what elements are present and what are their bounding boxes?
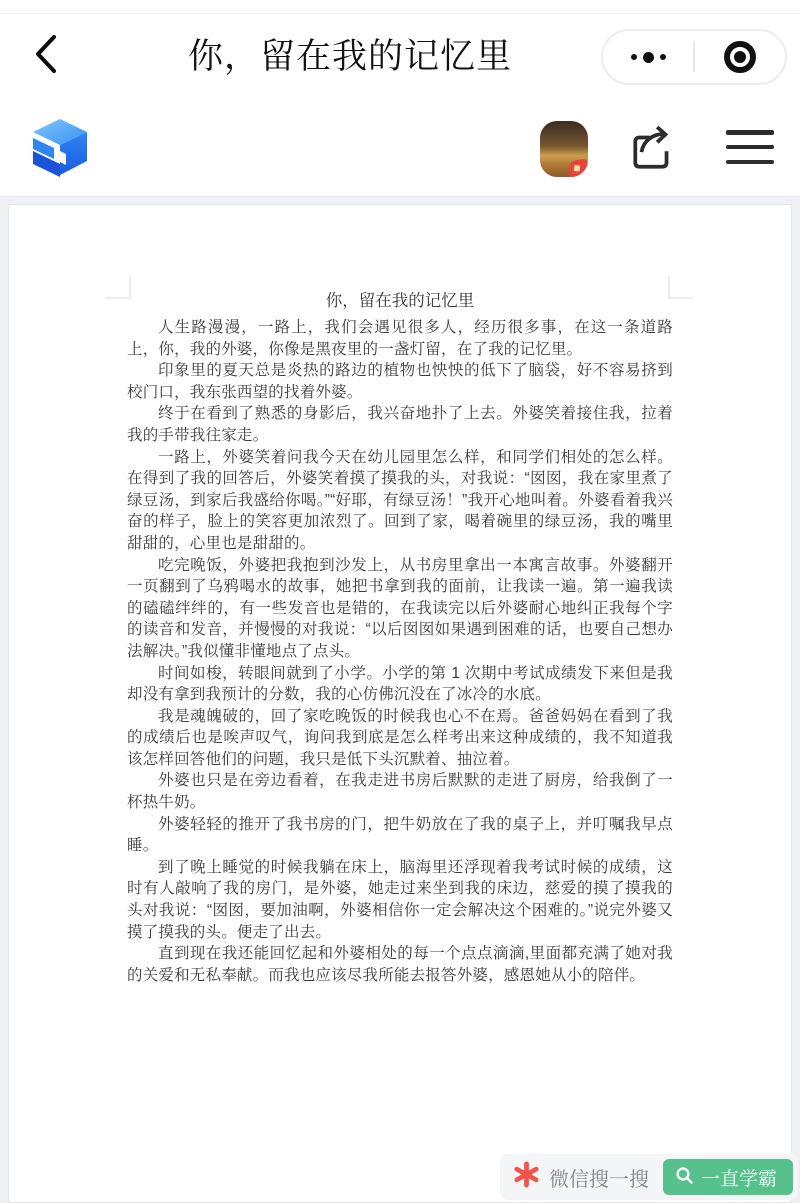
status-bar-divider [0, 13, 800, 14]
back-button[interactable] [26, 30, 66, 80]
essay-paragraph: 一路上，外婆笑着问我今天在幼儿园里怎么样，和同学们相处的怎么样。在得到了我的回答后，外婆笑着摸了摸我的头，对我说：“囡囡，我在家里煮了绿豆汤，到家后我盛给你喝。”“好耶，有绿豆汤！”我开心地叫着。外婆看着我兴奋的样子，脸上的笑容更加浓烈了。回到了家，喝着碗里的绿豆汤，我的嘴里甜甜的，心里也是甜甜的。 [127, 448, 673, 552]
wechat-search-spark-icon [513, 1161, 540, 1193]
essay-paragraph: 时间如梭，转眼间就到了小学。小学的第 1 次期中考试成绩发下来但是我却没有拿到我预计的分数，我的心仿佛沉没在了冰冷的水底。 [127, 664, 673, 704]
chevron-left-icon [32, 32, 60, 79]
content-area [0, 197, 800, 1203]
essay-body [9, 205, 791, 986]
ellipsis-dots-icon [631, 52, 666, 63]
essay-paragraph: 到了晚上睡觉的时候我躺在床上，脑海里还浮现着我考试时候的成绩，这时有人敲响了我的房门，是外婆，她走过来坐到我的床边，慈爱的摸了摸我的头对我说：“囡囡，要加油啊，外婆相信你一定会解决这个困难的。”说完外婆又摸了摸我的头。便走了出去。 [127, 858, 673, 941]
hamburger-menu-icon [726, 130, 774, 135]
red-flag-badge-icon [568, 159, 588, 177]
miniprogram-capsule [601, 29, 787, 85]
essay-paragraph: 外婆轻轻的推开了我书房的门，把牛奶放在了我的桌子上，并叮嘱我早点睡。 [127, 815, 673, 855]
close-home-button[interactable] [695, 31, 785, 83]
essay-title: 你，留在我的记忆里 [325, 292, 475, 310]
essay-paragraph: 直到现在我还能回忆起和外婆相处的每一个点点滴滴,里面都充满了她对我的关爱和无私奉献。而我也应该尽我所能去报答外婆，感恩她从小的陪伴。 [127, 945, 673, 984]
target-circle-icon [724, 41, 756, 73]
more-button[interactable] [603, 31, 693, 83]
search-keyword-button[interactable] [663, 1159, 793, 1195]
essay-paragraph: 我是魂魄破的，回了家吃晚饭的时候我也心不在焉。爸爸妈妈在看到了我的成绩后也是唉声叹气，询问我到底是怎么样考出来这种成绩的，我不知道我该怎样回答他们的问题，我只是低下头沉默着、抽泣着。 [127, 707, 673, 768]
search-bar-label: 微信搜一搜 [549, 1168, 649, 1191]
document-page [8, 204, 792, 1203]
search-keyword-label: 一直学霸 [700, 1168, 777, 1190]
essay-paragraph: 外婆也只是在旁边看着，在我走进书房后默默的走进了厨房，给我倒了一杯热牛奶。 [127, 772, 673, 812]
essay-paragraph: 印象里的夏天总是炎热的路边的植物也怏怏的低下了脑袋，好不容易挤到校门口，我东张西望的找着外婆。 [127, 362, 673, 401]
app-toolbar [0, 90, 800, 197]
share-button[interactable] [628, 124, 678, 174]
text-boundary-corner-right [668, 276, 693, 299]
nav-bar [0, 0, 800, 90]
wechat-search-bar[interactable] [500, 1154, 798, 1200]
essay-paragraph: 人生路漫漫，一路上，我们会遇见很多人，经历很多事，在这一条道路上，你，我的外婆，你像是黑夜里的一盏灯留，在了我的记忆里。 [127, 319, 673, 358]
essay-paragraph: 终于在看到了熟悉的身影后，我兴奋地扑了上去。外婆笑着接住我，拉着我的手带我往家走。 [127, 405, 673, 444]
blue-cube-logo-icon[interactable] [32, 118, 88, 178]
user-avatar[interactable] [540, 121, 588, 177]
page-title: 你，留在我的记忆里 [187, 37, 512, 76]
hamburger-menu-button[interactable] [726, 130, 774, 164]
text-boundary-corner-left [106, 276, 131, 299]
share-arrow-icon [628, 162, 678, 177]
essay-paragraph: 吃完晚饭，外婆把我抱到沙发上，从书房里拿出一本寓言故事。外婆翻开一页翻到了乌鸦喝水的故事，她把书拿到我的面前，让我读一遍。第一遍我读的磕磕绊绊的，有一些发音也是错的，在我读完以后外婆耐心地纠正我每个字的读音和发音，并慢慢的对我说：“以后囡囡如果遇到困难的话，也要自己想办法解决。”我似懂非懂地点了点头。 [127, 556, 673, 660]
magnifier-icon [675, 1166, 694, 1188]
